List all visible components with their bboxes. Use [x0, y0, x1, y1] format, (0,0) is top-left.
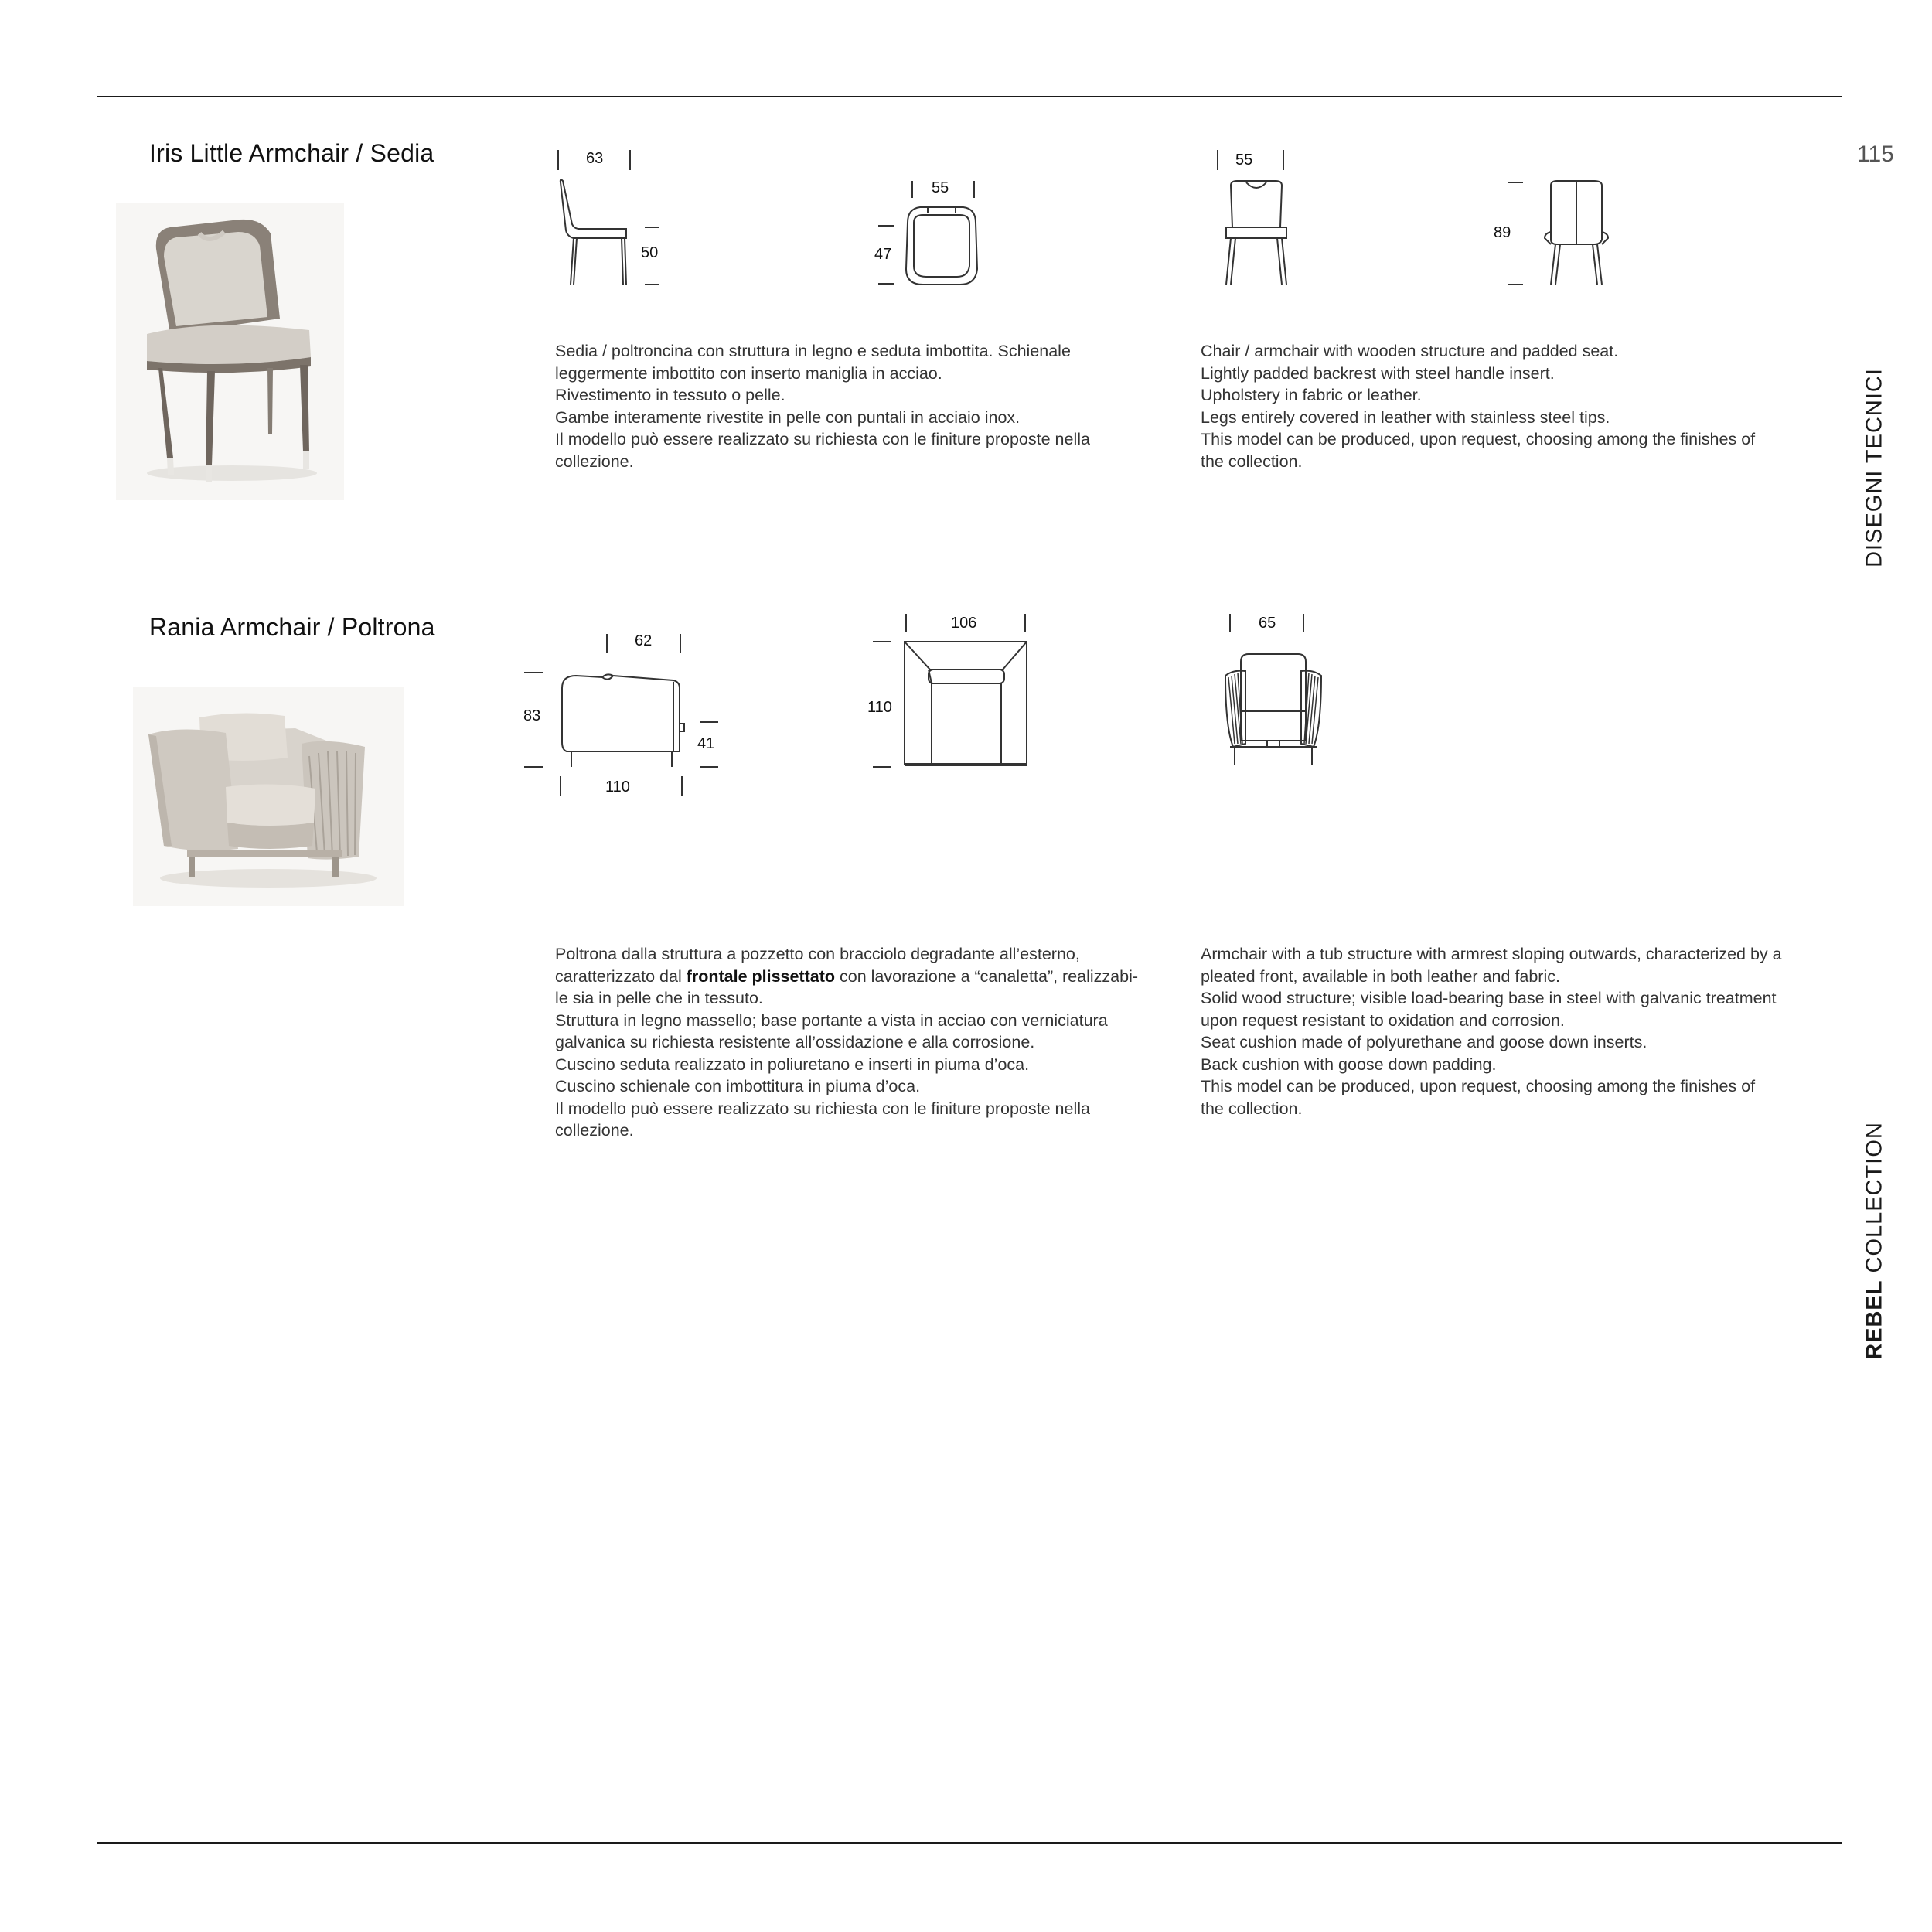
collection-brand: REBEL — [1862, 1279, 1887, 1360]
rania-desc-it-line: Il modello può essere realizzato su richiesta con le finiture proposte nella — [555, 1099, 1090, 1118]
rania-description-it — [555, 943, 1166, 1142]
sidebar-section-label: DISEGNI TECNICI — [1862, 368, 1887, 567]
iris-dim-seat-height: 50 — [641, 244, 659, 261]
rania-desc-en-line: Solid wood structure; visible load-bearing base in steel with galvanic treatment — [1201, 989, 1777, 1007]
iris-dim-top-width: 55 — [932, 179, 949, 196]
iris-description-en — [1201, 340, 1819, 472]
rania-front-view-drawing — [1202, 611, 1341, 773]
iris-dim-top-depth: 47 — [874, 246, 892, 263]
rania-desc-it-line: Struttura in legno massello; base portante a vista in acciao con verniciatura — [555, 1010, 1108, 1030]
iris-desc-it-line: leggermente imbottito con inserto maniglia in acciao. — [555, 363, 942, 383]
iris-desc-it-line: Gambe interamente rivestite in pelle con puntali in acciaio inox. — [555, 407, 1021, 427]
rania-dim-front-width: 65 — [1259, 615, 1276, 632]
rania-dim-top-depth: 110 — [867, 699, 892, 716]
iris-chair-photo — [116, 203, 344, 500]
iris-dim-back-height: 89 — [1494, 224, 1511, 241]
rania-desc-it-line: galvanica su richiesta resistente all’ossidazione e alla corrosione. — [555, 1033, 1035, 1051]
rania-top-view-drawing — [870, 611, 1040, 773]
iris-dim-side-width: 63 — [586, 150, 604, 167]
rania-desc-it-line: Cuscino seduta realizzato in poliuretano e inserti in piuma d’oca. — [555, 1055, 1030, 1074]
rania-desc-it-line: collezione. — [555, 1121, 634, 1140]
iris-desc-en-line: Legs entirely covered in leather with stainless steel tips. — [1201, 407, 1610, 427]
rania-desc-en-line: Back cushion with goose down padding. — [1201, 1055, 1497, 1074]
rania-dim-side-length: 110 — [605, 779, 630, 796]
rania-desc-it-line: caratterizzato dal frontale plissettato con lavorazione a “canaletta”, realizzabi- — [555, 966, 1139, 986]
iris-back-view-drawing — [1508, 178, 1616, 294]
rania-desc-en-line: upon request resistant to oxidation and corrosion. — [1201, 1010, 1565, 1030]
iris-desc-it-line: collezione. — [555, 451, 634, 471]
iris-desc-en-line: Upholstery in fabric or leather. — [1201, 386, 1422, 404]
rania-desc-it-line: Poltrona dalla struttura a pozzetto con bracciolo degradante all’esterno, — [555, 945, 1080, 963]
iris-desc-it-line: Rivestimento in tessuto o pelle. — [555, 386, 785, 404]
iris-desc-en-line: Lightly padded backrest with steel handle insert. — [1201, 363, 1555, 383]
rania-desc-en-line: This model can be produced, upon request, choosing among the finishes of — [1201, 1077, 1756, 1095]
top-rule — [97, 96, 1842, 97]
iris-side-view-drawing — [550, 147, 659, 294]
rania-desc-it-line: Cuscino schienale con imbottitura in piuma d’oca. — [555, 1077, 921, 1095]
rania-desc-en-line: pleated front, available in both leather and fabric. — [1201, 966, 1560, 986]
rania-desc-it-line: le sia in pelle che in tessuto. — [555, 989, 763, 1007]
page-number: 115 — [1857, 141, 1894, 167]
product-title-iris: Iris Little Armchair / Sedia — [149, 139, 434, 167]
iris-front-view-drawing — [1214, 147, 1299, 294]
rania-desc-en-line: Seat cushion made of polyurethane and goose down inserts. — [1201, 1033, 1647, 1051]
iris-desc-en-line: the collection. — [1201, 451, 1303, 471]
iris-dim-front-width: 55 — [1235, 152, 1253, 169]
iris-desc-it-line: Il modello può essere realizzato su richiesta con le finiture proposte nella — [555, 430, 1090, 448]
rania-dim-side-depth: 62 — [635, 632, 653, 649]
rania-desc-en-line: the collection. — [1201, 1099, 1303, 1118]
iris-desc-en-line: This model can be produced, upon request, choosing among the finishes of — [1201, 430, 1756, 448]
rania-armchair-photo — [133, 687, 404, 906]
sidebar-collection-label — [1852, 1113, 1898, 1368]
rania-desc-en-line: Armchair with a tub structure with armrest sloping outwards, characterized by a — [1201, 945, 1782, 963]
rania-desc-highlight: frontale plissettato — [686, 966, 836, 986]
rania-side-view-drawing — [522, 626, 723, 804]
collection-suffix: COLLECTION — [1862, 1122, 1887, 1280]
rania-dim-side-height: 83 — [523, 707, 541, 724]
bottom-rule — [97, 1842, 1842, 1844]
iris-description-it — [555, 340, 1158, 472]
rania-dim-seat-height: 41 — [697, 735, 715, 752]
iris-desc-it-line: Sedia / poltroncina con struttura in legno e seduta imbottita. Schienale — [555, 342, 1071, 360]
product-title-rania: Rania Armchair / Poltrona — [149, 613, 435, 641]
rania-dim-top-width: 106 — [951, 615, 977, 632]
iris-desc-en-line: Chair / armchair with wooden structure and padded seat. — [1201, 342, 1619, 360]
rania-description-en — [1201, 943, 1835, 1119]
